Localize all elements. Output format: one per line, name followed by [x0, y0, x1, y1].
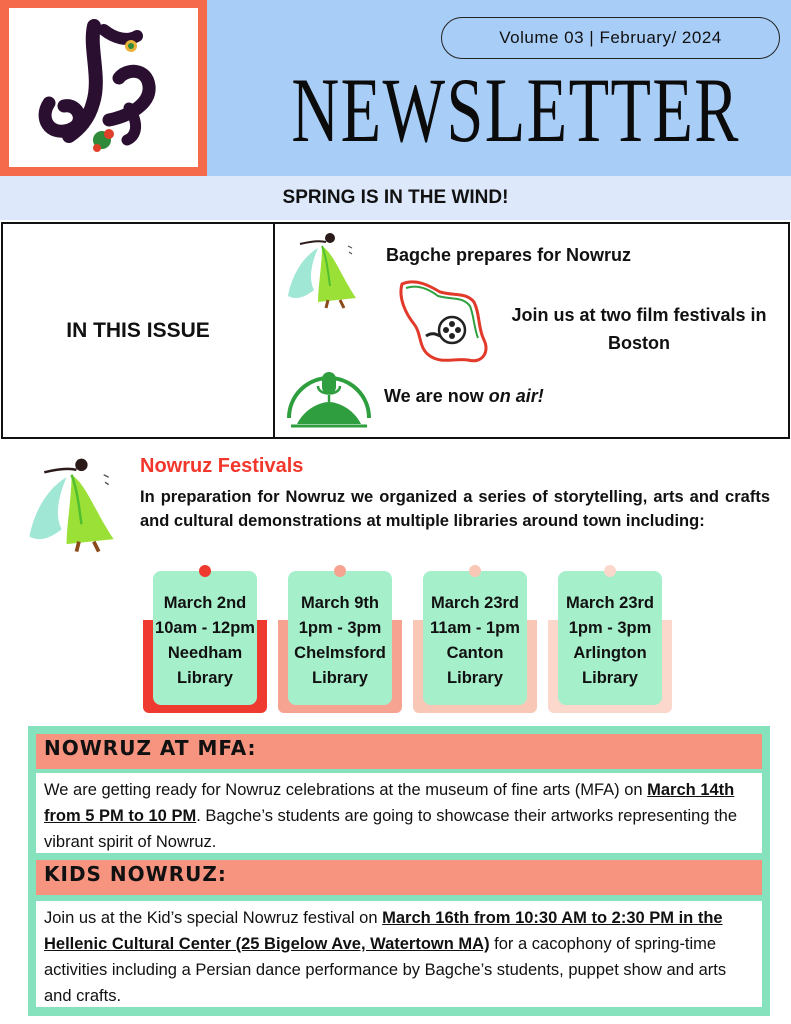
event-date: March 23rd: [430, 594, 520, 612]
event-place: Canton: [446, 644, 504, 662]
podcast-mic-icon: [287, 364, 371, 430]
kids-panel: [36, 901, 762, 1007]
newsletter-masthead: NEWSLETTER: [291, 59, 740, 161]
volume-date-label: Volume 03 | February/ 2024: [441, 17, 780, 59]
kids-date-location: March 16th from 10:30 AM to 2:30 PM in the Hellenic Cultural Center (25 Bigelow Ave, Watertown MA): [44, 909, 723, 953]
event-card: [548, 565, 672, 713]
pin-icon: [334, 565, 346, 577]
event-date: March 9th: [301, 594, 379, 612]
event-suffix: Library: [177, 669, 233, 687]
event-place: Arlington: [573, 644, 647, 662]
kids-header-bar: [36, 860, 762, 895]
event-suffix: Library: [582, 669, 638, 687]
event-card: [413, 565, 537, 713]
event-place: Chelmsford: [294, 644, 386, 662]
kids-text-after: for a cacophony of spring-time activities including a Persian dance performance by Bagche’s students, puppet show and arts and crafts.: [44, 935, 727, 1005]
on-air-prefix: We are now: [384, 386, 489, 406]
dancer-icon: [278, 226, 370, 310]
iran-map-film-icon: [396, 274, 498, 374]
event-time: 11am - 1pm: [430, 619, 520, 637]
issue-item-film: [501, 301, 777, 357]
event-suffix: Library: [447, 669, 503, 687]
header: [0, 0, 791, 176]
spring-banner: SPRING IS IN THE WIND!: [0, 176, 791, 220]
mfa-title: NOWRUZ AT MFA:: [44, 736, 257, 760]
pin-icon: [604, 565, 616, 577]
pin-icon: [469, 565, 481, 577]
kids-text-before: Join us at the Kid’s special Nowruz festival on: [44, 909, 383, 927]
issue-item-film-line2: Boston: [608, 333, 670, 353]
event-date: March 23rd: [565, 594, 655, 612]
festivals-title: Nowruz Festivals: [140, 455, 304, 477]
on-air-emphasis: on air!: [488, 386, 544, 406]
card-front: [423, 571, 527, 705]
mfa-header-bar: [36, 734, 762, 769]
mfa-panel: [36, 773, 762, 853]
card-front: [288, 571, 392, 705]
card-front: [558, 571, 662, 705]
festivals-text: In preparation for Nowruz we organized a series of storytelling, arts and crafts and cultural demonstrations at multiple libraries around town including:: [140, 488, 770, 530]
issue-divider: [273, 224, 275, 437]
logo-frame: [0, 0, 207, 176]
issue-item-on-air: [384, 386, 544, 407]
events-box: [28, 726, 770, 1016]
kids-title: KIDS NOWRUZ:: [44, 862, 227, 886]
event-suffix: Library: [312, 669, 368, 687]
event-time: 1pm - 3pm: [298, 619, 382, 637]
card-front: [153, 571, 257, 705]
event-time: 10am - 12pm: [155, 619, 255, 637]
event-place: Needham: [167, 644, 243, 662]
issue-label: IN THIS ISSUE: [66, 318, 210, 342]
mfa-date-link: March 14th from 5 PM to 10 PM: [44, 781, 735, 825]
event-time: 1pm - 3pm: [568, 619, 652, 637]
mfa-text-before: We are getting ready for Nowruz celebrations at the museum of fine arts (MFA) on: [44, 781, 648, 799]
dancer-icon: [14, 450, 134, 554]
event-date: March 2nd: [163, 594, 247, 612]
issue-item-film-line1: Join us at two film festivals in: [511, 305, 767, 325]
mfa-text-after: . Bagche’s students are going to showcase their artworks representing the vibrant spirit of Nowruz.: [44, 807, 738, 851]
event-card: [143, 565, 267, 713]
issue-box: [1, 222, 790, 439]
issue-item-prepare: Bagche prepares for Nowruz: [386, 245, 632, 265]
logo-calligraphy-icon: [9, 8, 198, 167]
pin-icon: [199, 565, 211, 577]
event-card: [278, 565, 402, 713]
